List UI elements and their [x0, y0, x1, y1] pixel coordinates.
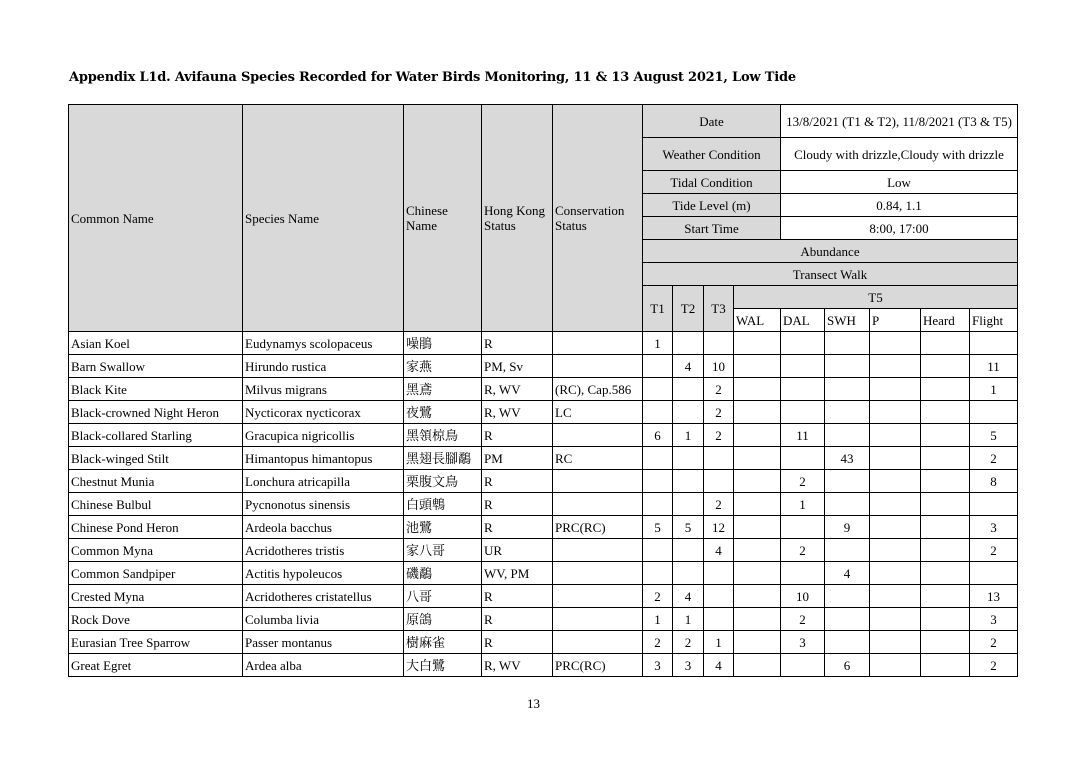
cell-cons: (RC), Cap.586	[553, 378, 643, 401]
header-t5: T5	[734, 286, 1018, 309]
cell-heard	[921, 424, 970, 447]
cell-t1	[643, 493, 673, 516]
cell-flight: 3	[970, 608, 1018, 631]
cell-t3: 4	[704, 539, 734, 562]
cell-flight: 11	[970, 355, 1018, 378]
tidal-label: Tidal Condition	[643, 171, 781, 194]
cell-chinese: 池鷺	[404, 516, 482, 539]
cell-chinese: 黑領椋鳥	[404, 424, 482, 447]
avifauna-table	[68, 104, 1018, 677]
table-row	[69, 654, 1018, 677]
header-swh: SWH	[825, 309, 870, 332]
cell-chinese: 夜鷺	[404, 401, 482, 424]
cell-heard	[921, 378, 970, 401]
cell-wal	[734, 654, 781, 677]
cell-t1: 1	[643, 332, 673, 355]
cell-species: Milvus migrans	[243, 378, 404, 401]
cell-common: Chestnut Munia	[69, 470, 243, 493]
cell-heard	[921, 447, 970, 470]
cell-swh	[825, 608, 870, 631]
cell-cons	[553, 424, 643, 447]
cell-heard	[921, 631, 970, 654]
tide-level-label: Tide Level (m)	[643, 194, 781, 217]
cell-common: Eurasian Tree Sparrow	[69, 631, 243, 654]
cell-p	[870, 654, 921, 677]
cell-hk: R	[482, 516, 553, 539]
table-row	[69, 332, 1018, 355]
weather-value: Cloudy with drizzle,Cloudy with drizzle	[781, 138, 1018, 171]
cell-wal	[734, 608, 781, 631]
table-row	[69, 378, 1018, 401]
cell-species: Himantopus himantopus	[243, 447, 404, 470]
table-row	[69, 562, 1018, 585]
cell-heard	[921, 332, 970, 355]
cell-t2	[673, 493, 704, 516]
cell-dal: 11	[781, 424, 825, 447]
cell-flight: 5	[970, 424, 1018, 447]
table-row	[69, 424, 1018, 447]
cell-hk: R, WV	[482, 654, 553, 677]
cell-wal	[734, 631, 781, 654]
header-t1: T1	[643, 286, 673, 332]
cell-swh: 9	[825, 516, 870, 539]
cell-hk: WV, PM	[482, 562, 553, 585]
cell-heard	[921, 585, 970, 608]
cell-t2	[673, 401, 704, 424]
cell-chinese: 磯鷸	[404, 562, 482, 585]
cell-common: Rock Dove	[69, 608, 243, 631]
cell-dal	[781, 447, 825, 470]
cell-t1: 6	[643, 424, 673, 447]
cell-wal	[734, 355, 781, 378]
cell-p	[870, 631, 921, 654]
cell-wal	[734, 470, 781, 493]
cell-swh	[825, 378, 870, 401]
cell-cons: RC	[553, 447, 643, 470]
document-title: Appendix L1d. Avifauna Species Recorded for Water Birds Monitoring, 11 & 13 August 2021, Low Tide	[69, 70, 796, 85]
start-time-label: Start Time	[643, 217, 781, 240]
cell-hk: R	[482, 493, 553, 516]
cell-t3: 2	[704, 401, 734, 424]
cell-t1	[643, 355, 673, 378]
cell-species: Actitis hypoleucos	[243, 562, 404, 585]
cell-t2	[673, 539, 704, 562]
cell-chinese: 原鴿	[404, 608, 482, 631]
cell-cons: PRC(RC)	[553, 516, 643, 539]
cell-species: Nycticorax nycticorax	[243, 401, 404, 424]
cell-cons	[553, 562, 643, 585]
cell-common: Barn Swallow	[69, 355, 243, 378]
cell-species: Acridotheres tristis	[243, 539, 404, 562]
cell-t3	[704, 332, 734, 355]
cell-t1	[643, 539, 673, 562]
cell-dal: 3	[781, 631, 825, 654]
cell-dal: 2	[781, 539, 825, 562]
cell-heard	[921, 355, 970, 378]
cell-t3	[704, 608, 734, 631]
cell-flight: 8	[970, 470, 1018, 493]
cell-hk: R, WV	[482, 401, 553, 424]
cell-common: Common Sandpiper	[69, 562, 243, 585]
cell-t2: 4	[673, 355, 704, 378]
header-t3: T3	[704, 286, 734, 332]
cell-hk: R	[482, 585, 553, 608]
cell-species: Pycnonotus sinensis	[243, 493, 404, 516]
cell-swh: 43	[825, 447, 870, 470]
header-wal: WAL	[734, 309, 781, 332]
cell-dal: 1	[781, 493, 825, 516]
cell-swh	[825, 401, 870, 424]
cell-flight: 2	[970, 539, 1018, 562]
header-conservation-status: Conservation Status	[553, 105, 643, 332]
cell-t2: 5	[673, 516, 704, 539]
cell-wal	[734, 493, 781, 516]
cell-p	[870, 470, 921, 493]
cell-p	[870, 585, 921, 608]
cell-p	[870, 401, 921, 424]
cell-t2: 4	[673, 585, 704, 608]
cell-t3: 4	[704, 654, 734, 677]
cell-t1: 5	[643, 516, 673, 539]
cell-wal	[734, 585, 781, 608]
cell-p	[870, 378, 921, 401]
cell-t1	[643, 470, 673, 493]
cell-common: Crested Myna	[69, 585, 243, 608]
date-label: Date	[643, 105, 781, 138]
species-rows	[69, 332, 1018, 677]
cell-p	[870, 424, 921, 447]
cell-t2	[673, 332, 704, 355]
cell-t1	[643, 447, 673, 470]
cell-cons: LC	[553, 401, 643, 424]
cell-flight: 2	[970, 654, 1018, 677]
cell-p	[870, 562, 921, 585]
cell-cons	[553, 585, 643, 608]
table-row	[69, 539, 1018, 562]
cell-t3	[704, 470, 734, 493]
cell-dal	[781, 516, 825, 539]
cell-species: Ardea alba	[243, 654, 404, 677]
cell-wal	[734, 447, 781, 470]
cell-wal	[734, 562, 781, 585]
cell-t2	[673, 562, 704, 585]
cell-t1: 1	[643, 608, 673, 631]
cell-dal: 2	[781, 608, 825, 631]
header-flight: Flight	[970, 309, 1018, 332]
cell-chinese: 八哥	[404, 585, 482, 608]
abundance-header: Abundance	[643, 240, 1018, 263]
table-row	[69, 493, 1018, 516]
cell-t1: 2	[643, 585, 673, 608]
cell-t3	[704, 447, 734, 470]
cell-flight	[970, 332, 1018, 355]
cell-cons	[553, 470, 643, 493]
cell-p	[870, 493, 921, 516]
cell-t2	[673, 447, 704, 470]
table-row	[69, 470, 1018, 493]
cell-p	[870, 355, 921, 378]
cell-wal	[734, 424, 781, 447]
cell-t2: 1	[673, 608, 704, 631]
cell-swh	[825, 470, 870, 493]
cell-p	[870, 332, 921, 355]
cell-common: Black-winged Stilt	[69, 447, 243, 470]
cell-common: Great Egret	[69, 654, 243, 677]
cell-swh	[825, 493, 870, 516]
cell-t2: 1	[673, 424, 704, 447]
cell-species: Eudynamys scolopaceus	[243, 332, 404, 355]
cell-hk: PM, Sv	[482, 355, 553, 378]
table-row	[69, 608, 1018, 631]
cell-swh	[825, 332, 870, 355]
cell-t1	[643, 401, 673, 424]
date-value: 13/8/2021 (T1 & T2), 11/8/2021 (T3 & T5)	[781, 105, 1018, 138]
cell-cons: PRC(RC)	[553, 654, 643, 677]
cell-dal	[781, 378, 825, 401]
cell-flight: 1	[970, 378, 1018, 401]
header-chinese-name: Chinese Name	[404, 105, 482, 332]
cell-flight: 13	[970, 585, 1018, 608]
cell-heard	[921, 608, 970, 631]
cell-common: Asian Koel	[69, 332, 243, 355]
cell-flight	[970, 493, 1018, 516]
cell-swh	[825, 631, 870, 654]
header-dal: DAL	[781, 309, 825, 332]
cell-flight: 2	[970, 631, 1018, 654]
cell-dal	[781, 401, 825, 424]
cell-wal	[734, 401, 781, 424]
cell-chinese: 大白鷺	[404, 654, 482, 677]
cell-cons	[553, 332, 643, 355]
cell-species: Lonchura atricapilla	[243, 470, 404, 493]
cell-p	[870, 516, 921, 539]
table-row	[69, 516, 1018, 539]
cell-chinese: 白頭鵯	[404, 493, 482, 516]
cell-chinese: 黑鳶	[404, 378, 482, 401]
cell-species: Columba livia	[243, 608, 404, 631]
cell-hk: R	[482, 332, 553, 355]
table-row	[69, 401, 1018, 424]
cell-t2	[673, 378, 704, 401]
cell-p	[870, 539, 921, 562]
cell-heard	[921, 539, 970, 562]
cell-flight: 2	[970, 447, 1018, 470]
cell-swh: 4	[825, 562, 870, 585]
cell-chinese: 樹麻雀	[404, 631, 482, 654]
cell-dal	[781, 654, 825, 677]
cell-t1: 3	[643, 654, 673, 677]
cell-species: Acridotheres cristatellus	[243, 585, 404, 608]
cell-t3: 2	[704, 493, 734, 516]
cell-dal	[781, 355, 825, 378]
cell-p	[870, 447, 921, 470]
cell-t3	[704, 585, 734, 608]
cell-hk: UR	[482, 539, 553, 562]
cell-flight	[970, 401, 1018, 424]
header-species-name: Species Name	[243, 105, 404, 332]
cell-heard	[921, 516, 970, 539]
cell-common: Chinese Pond Heron	[69, 516, 243, 539]
header-heard: Heard	[921, 309, 970, 332]
cell-common: Black-crowned Night Heron	[69, 401, 243, 424]
cell-heard	[921, 493, 970, 516]
tidal-value: Low	[781, 171, 1018, 194]
cell-t1	[643, 378, 673, 401]
cell-swh: 6	[825, 654, 870, 677]
cell-swh	[825, 585, 870, 608]
cell-heard	[921, 562, 970, 585]
transect-walk-header: Transect Walk	[643, 263, 1018, 286]
tide-level-value: 0.84, 1.1	[781, 194, 1018, 217]
cell-t3: 2	[704, 424, 734, 447]
cell-t1: 2	[643, 631, 673, 654]
header-common-name: Common Name	[69, 105, 243, 332]
cell-wal	[734, 539, 781, 562]
table-row	[69, 585, 1018, 608]
cell-heard	[921, 654, 970, 677]
cell-cons	[553, 539, 643, 562]
cell-common: Black-collared Starling	[69, 424, 243, 447]
cell-chinese: 家燕	[404, 355, 482, 378]
cell-wal	[734, 332, 781, 355]
cell-heard	[921, 401, 970, 424]
cell-swh	[825, 539, 870, 562]
cell-chinese: 栗腹文鳥	[404, 470, 482, 493]
cell-chinese: 家八哥	[404, 539, 482, 562]
header-p: P	[870, 309, 921, 332]
cell-p	[870, 608, 921, 631]
table-row	[69, 355, 1018, 378]
cell-heard	[921, 470, 970, 493]
cell-dal: 10	[781, 585, 825, 608]
cell-swh	[825, 355, 870, 378]
cell-hk: R	[482, 631, 553, 654]
cell-t1	[643, 562, 673, 585]
header-hk-status: Hong Kong Status	[482, 105, 553, 332]
cell-flight: 3	[970, 516, 1018, 539]
cell-flight	[970, 562, 1018, 585]
cell-hk: R, WV	[482, 378, 553, 401]
cell-t2	[673, 470, 704, 493]
cell-cons	[553, 631, 643, 654]
cell-hk: R	[482, 470, 553, 493]
table-row	[69, 631, 1018, 654]
cell-wal	[734, 378, 781, 401]
cell-t2: 3	[673, 654, 704, 677]
cell-chinese: 黑翅長腳鷸	[404, 447, 482, 470]
cell-swh	[825, 424, 870, 447]
cell-species: Gracupica nigricollis	[243, 424, 404, 447]
cell-species: Passer montanus	[243, 631, 404, 654]
cell-t2: 2	[673, 631, 704, 654]
start-time-value: 8:00, 17:00	[781, 217, 1018, 240]
cell-dal	[781, 562, 825, 585]
table-row	[69, 447, 1018, 470]
cell-t3: 12	[704, 516, 734, 539]
cell-hk: R	[482, 424, 553, 447]
cell-cons	[553, 608, 643, 631]
cell-t3	[704, 562, 734, 585]
cell-t3: 1	[704, 631, 734, 654]
header-t2: T2	[673, 286, 704, 332]
cell-species: Ardeola bacchus	[243, 516, 404, 539]
cell-cons	[553, 493, 643, 516]
cell-dal	[781, 332, 825, 355]
cell-cons	[553, 355, 643, 378]
cell-dal: 2	[781, 470, 825, 493]
cell-common: Black Kite	[69, 378, 243, 401]
page-number: 13	[527, 696, 540, 711]
cell-chinese: 噪鵑	[404, 332, 482, 355]
cell-t3: 10	[704, 355, 734, 378]
cell-common: Chinese Bulbul	[69, 493, 243, 516]
cell-t3: 2	[704, 378, 734, 401]
cell-wal	[734, 516, 781, 539]
cell-hk: R	[482, 608, 553, 631]
weather-label: Weather Condition	[643, 138, 781, 171]
cell-species: Hirundo rustica	[243, 355, 404, 378]
cell-common: Common Myna	[69, 539, 243, 562]
cell-hk: PM	[482, 447, 553, 470]
